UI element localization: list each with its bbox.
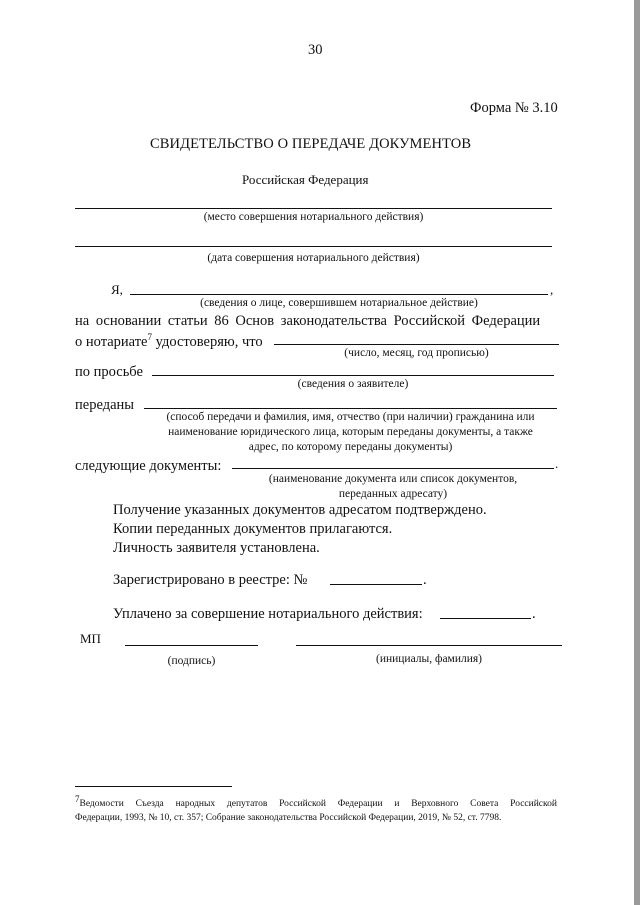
country-label: Российская Федерация (242, 172, 369, 187)
footnote-separator (75, 786, 232, 787)
documents-label: следующие документы: (75, 458, 222, 474)
applicant-caption: (сведения о заявителе) (297, 378, 409, 390)
request-label: по просьбе (75, 364, 143, 380)
applicant-line (152, 375, 554, 376)
document-title: СВИДЕТЕЛЬСТВО О ПЕРЕДАЧЕ ДОКУМЕНТОВ (150, 136, 472, 152)
statement-copies: Копии переданных документов прилагаются. (113, 521, 393, 537)
signature-caption: (подпись) (167, 655, 216, 667)
footnote: $^7$Ведомости Съезда народных депутатов Российской Федерации и Верховного Совета Российской Федерации, 1993, № 10, ст. 357; Собрание законодательства Российской Федерации, 2019, № 52, ст. 7798. (75, 794, 557, 824)
transferred-label: переданы (75, 397, 135, 413)
paid-period: . (532, 606, 536, 622)
place-line (75, 208, 552, 209)
method-caption: (способ передачи и фамилия, имя, отчество (при наличии) гражданина или наименование юридического лица, которым переданы документы, а также адрес, по которому переданы документы) (166, 411, 535, 453)
registry-label: Зарегистрировано в реестре: № (113, 572, 308, 588)
period: . (555, 456, 559, 471)
documents-caption: (наименование документа или список документов, переданных адресату) (268, 473, 518, 500)
statement-received: Получение указанных документов адресатом подтверждено. (113, 502, 487, 518)
paid-label: Уплачено за совершение нотариального действия: (113, 606, 423, 622)
name-caption: (инициалы, фамилия) (375, 653, 483, 665)
date-caption: (дата совершения нотариального действия) (207, 252, 420, 264)
date-words-caption: (число, месяц, год прописью) (344, 347, 489, 359)
form-number: Форма № 3.10 (470, 100, 558, 116)
method-line (144, 408, 557, 409)
notary-caption: (сведения о лице, совершившем нотариальное действие) (200, 297, 478, 309)
signature-line (125, 645, 258, 646)
registry-period: . (423, 572, 427, 588)
statement-identity: Личность заявителя установлена. (113, 540, 320, 556)
documents-line (232, 468, 554, 469)
paid-line (440, 618, 531, 619)
notariat-text: о нотариате$^7$ удостоверяю, что (75, 332, 263, 350)
notary-line (130, 294, 548, 295)
page-edge-shadow (634, 0, 640, 905)
basis-text: на основании статьи 86 Основ законодательства Российской Федерации (75, 313, 541, 329)
registry-line (330, 584, 422, 585)
comma: , (550, 282, 554, 297)
seal-label: МП (80, 631, 101, 646)
date-line (75, 246, 552, 247)
ya-label: Я, (111, 282, 123, 297)
page-number: 30 (308, 42, 323, 58)
place-caption: (место совершения нотариального действия) (203, 211, 424, 223)
name-line (296, 645, 562, 646)
date-words-line (274, 344, 559, 345)
